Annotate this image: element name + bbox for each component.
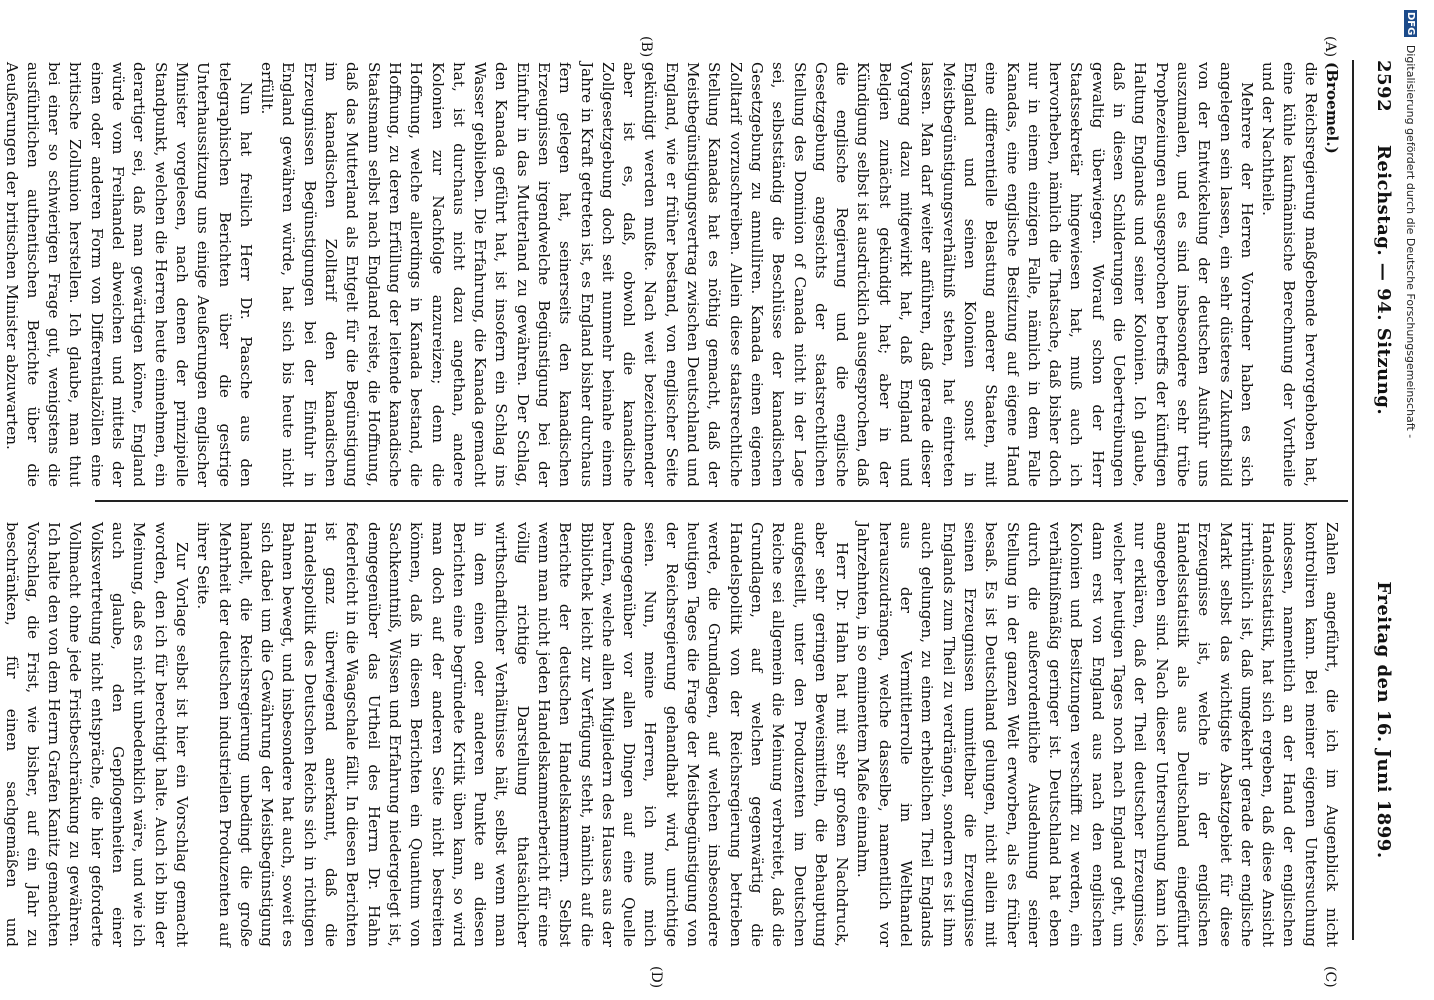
page-number: 2592: [1373, 60, 1394, 113]
paragraph: Nun hat freilich Herr Dr. Paasche aus den telegraphischen Berichten über die gestrige Unterhaussitzung uns einige Aeußerungen englischer Minister vorgelesen, nach denen der prinzipielle Standpunkt, welchen die Herren heute einnehmen, ein derartiger sei, daß man gewärtigen könne, England würde vom Freihandel abweichen und mittels der einen oder anderen Form von Differentialzöllen eine britische Zollunion herstellen. Ich glaube, man thut bei einer so schwierigen Frage gut, wenigstens die ausführlichen authentischen Berichte über die Aeußerungen der britischen Minister abzuwarten.: [2, 62, 255, 487]
page-header: [1360, 60, 1394, 940]
paragraph: Mehrere der Herren Vorredner haben es sich angelegen sein lassen, ein sehr düsteres Zukunftsbild von der Entwickelung der deutschen Ausfuhr uns auszumalen, und es sind insbesondere sehr trübe Prophezeiungen ausgesprochen betreffs der künftigen Haltung Englands und seiner Kolonien. Ich glaube, daß in diesen Schilderungen die Uebertreibungen gewaltig überwiegen. Worauf schon der Herr Staatssekretär hingewiesen hat, muß auch ich hervorheben, nämlich die Thatsache, daß bisher doch nur in einem einzigen Falle, nämlich in dem Falle Kanadas, eine englische Besitzung auf eigene Hand eine differentielle Belastung anderer Staaten, mit England und seinen Kolonien sonst in Meistbegünstigungsverhältniß stehen, hat eintreten lassen. Man darf weiter anführen, daß gerade dieser Vorgang dazu mitgewirkt hat, daß England und Belgien zunächst gekündigt hat; aber in der Kündigung selbst ist ausdrücklich ausgesprochen, daß die englische Regierung und die englische Gesetzgebung angesichts der staatsrechtlichen Stellung des Dominion of Canada nicht in der Lage sei, selbstständig die Beschlüsse der kanadischen Gesetzgebung zu annulliren. Kanada einen eigenen Zolltarif vorzuschreiben. Allein diese staatsrechtliche Stellung Kanadas hat es nöthig gemacht, daß der Meistbegünstigungsvertrag zwischen Deutschland und England, wie er früher bestand, von englischer Seite gekündigt werden mußte. Nach weit bezeichnender aber ist es, daß, obwohl die kanadische Zollgesetzgebung doch seit nunmehr beinahe einem Jahre in Kraft getreten ist, es England bisher durchaus fern gelegen hat, seinerseits den kanadischen Erzeugnissen irgendwelche Begünstigung bei der Einfuhr in das Mutterland zu gewähren. Der Schlag, den Kanada geführt hat, ist insofern ein Schlag ins Wasser geblieben. Die Erfahrung, die Kanada gemacht hat, ist durchaus nicht dazu angethan, andere Kolonien zur Nachfolge anzureizen; denn die Hoffnung, welche allerdings in Kanada bestand, die Hoffnung, zu deren Erfüllung der leitende kanadische Staatsmann selbst nach England reiste, die Hoffnung, daß das Mutterland als Entgelt für die Begünstigung im kanadischen Zolltarif den kanadischen Erzeugnissen Begünstigungen bei der Einfuhr in England gewähren würde, hat sich bis heute nicht erfüllt.: [258, 62, 1256, 487]
margin-marker-d: (D): [648, 966, 664, 989]
column-divider: [95, 500, 1348, 502]
left-column: [2, 62, 1342, 487]
session-title: Reichstag. — 94. Sitzung.: [1373, 144, 1394, 416]
header-rule: [1352, 60, 1354, 940]
margin-marker-a: (A): [1322, 36, 1338, 58]
paragraph: Zahlen angeführt, die ich im Augenblick nicht kontroliren kann. Bei meiner eigenen Untersuchung indessen, namentlich an der Hand der englischen Handelsstatistik, hat sich ergeben, daß diese Ansicht irrthümlich ist, daß umgekehrt gerade der englische Markt selbst das wichtigste Absatzgebiet für diese Erzeugnisse ist, welche in der englischen Handelsstatistik als aus Deutschland eingeführt angegeben sind. Nach dieser Untersuchung kann ich nur erklären, daß der Theil deutscher Erzeugnisse, welcher heutigen Tages noch nach England geht, um dann erst von England aus nach den englischen Kolonien und Besitzungen verschifft zu werden, ein verhältnißmäßig geringer ist. Deutschland hat eben durch die außerordentliche Ausdehnung seiner Stellung in der ganzen Welt erworben, als es früher besaß. Es ist Deutschland gelungen, nicht allein mit seinen Erzeugnissen unmittelbar die Erzeugnisse Englands zum Theil zu verdrängen, sondern es ist ihm auch gelungen, zu einem erheblichen Theil Englands aus der Vermittlerrolle im Welthandel herauszudrängen, welche dasselbe, namentlich vor Jahrzehnten, in so eminentem Maße einnahm.: [854, 522, 1341, 947]
paragraph: Zur Vorlage selbst ist hier ein Vorschlag gemacht worden, den ich für berechtigt halte. Auch ich bin der Meinung, daß es nicht unbedenklich wäre, und wie ich auch glaube, den Gepflogenheiten einer Volksvertretung nicht entspräche, die hier geforderte Vollmacht ohne jede Fristbeschränkung zu gewähren. Ich halte den von dem Herrn Grafen Kanitz gemachten Vorschlag, die Frist, wie bisher, auf ein Jahr zu beschränken, für einen sachgemäßen und: [2, 522, 191, 947]
paragraph: Herr Dr. Hahn hat mit sehr großem Nachdruck, aber sehr geringen Beweismitteln, die Behauptung aufgestellt, unter den Produzenten im Deutschen Reiche sei allgemein die Meinung verbreitet, daß die Grundlagen, auf welchen gegenwärtig die Handelspolitik von der Reichsregierung betrieben werde, die Grundlagen, auf welchen insbesondere heutigen Tages die Frage der Meistbegünstigung von der Reichsregierung gehandhabt wird, unrichtige seien. Nun, meine Herren, ich muß mich demgegenüber vor allen Dingen auf eine Quelle berufen, welche allen Mitgliedern des Hauses aus der Bibliothek leicht zur Verfügung steht, nämlich auf die Berichte der deutschen Handelskammern. Selbst wenn man nicht jeden Handelskammerbericht für eine völlig richtige Darstellung thatsächlicher wirthschaftlicher Verhältnisse hält, selbst wenn man in dem einen oder anderen Punkte an diesen Berichten eine begründete Kritik üben kann, so wird man doch auf der anderen Seite nicht bestreiten können, daß in diesen Berichten ein Quantum von Sachkenntniß, Wissen und Erfahrung niedergelegt ist, demgegenüber das Urtheil des Herrn Dr. Hahn federleicht in die Waagschale fällt. In diesen Berichten ist ganz überwiegend anerkannt, daß die Handelspolitik des Deutschen Reichs sich in richtigen Bahnen bewegt, und insbesondere hat auch, soweit es sich dabei um die Gewährung der Meistbegünstigung handelt, die Reichsregierung unbedingt die große Mehrheit der deutschen industriellen Produzenten auf ihrer Seite.: [194, 522, 852, 947]
dfg-logo: DFG: [1405, 12, 1416, 36]
speaker-tag: (Broemel.): [1323, 62, 1341, 154]
paragraph: die Reichsregierung maßgebende hervorgehoben hat, eine kühle kaufmännische Berechnung der Vortheile und der Nachtheile.: [1259, 62, 1320, 487]
watermark-text: [1404, 10, 1417, 438]
digitization-watermark: [1396, 0, 1434, 1000]
right-column: [2, 522, 1342, 947]
margin-marker-c: (C): [1322, 966, 1338, 988]
margin-marker-b: (B): [638, 36, 654, 58]
watermark-caption: Digitalisierung gefördert durch die Deutsche Forschungsgemeinschaft -: [1404, 44, 1417, 439]
session-date: Freitag den 16. Juni 1899.: [1373, 581, 1394, 859]
